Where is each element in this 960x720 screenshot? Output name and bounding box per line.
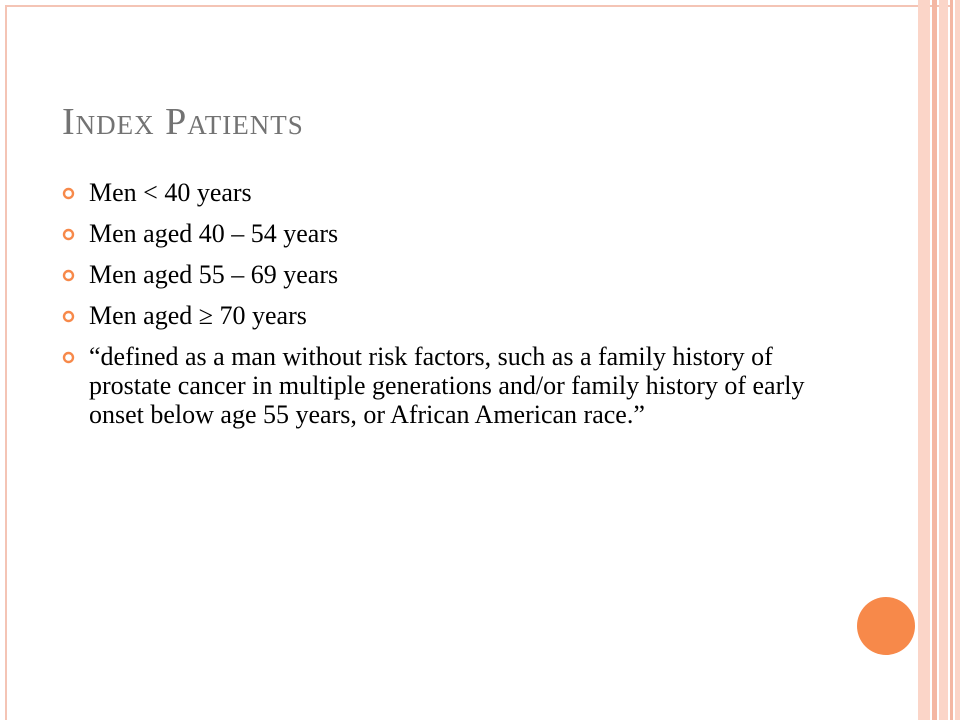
- bullet-text: Men < 40 years: [89, 178, 252, 207]
- ring-bullet-icon: [62, 269, 75, 282]
- decorative-stripes: [918, 0, 960, 720]
- ring-bullet-icon: [62, 187, 75, 200]
- bullet-item: [62, 178, 822, 207]
- stripe: [918, 0, 930, 720]
- stripe: [955, 0, 960, 720]
- ring-bullet-icon: [62, 351, 75, 364]
- bullet-text: Men aged 40 – 54 years: [89, 219, 339, 248]
- slide-title: Index Patients: [62, 101, 304, 143]
- bullet-item: [62, 260, 822, 289]
- bullet-item: [62, 219, 822, 248]
- ring-bullet-icon: [62, 228, 75, 241]
- stripe: [939, 0, 948, 720]
- bullet-text: “defined as a man without risk factors, such as a family history of prostate cancer in multiple generations and/or family history of early onset below age 55 years, or African American race.”: [89, 342, 805, 429]
- stripe: [950, 0, 953, 720]
- ring-bullet-icon: [62, 310, 75, 323]
- bullet-text: Men aged ≥ 70 years: [89, 301, 307, 330]
- stripe: [932, 0, 937, 720]
- bullet-text: Men aged 55 – 69 years: [89, 260, 339, 289]
- bullet-item: [62, 301, 822, 330]
- bullet-item: [62, 342, 822, 429]
- bullet-list: [62, 178, 822, 441]
- accent-circle: [857, 597, 915, 655]
